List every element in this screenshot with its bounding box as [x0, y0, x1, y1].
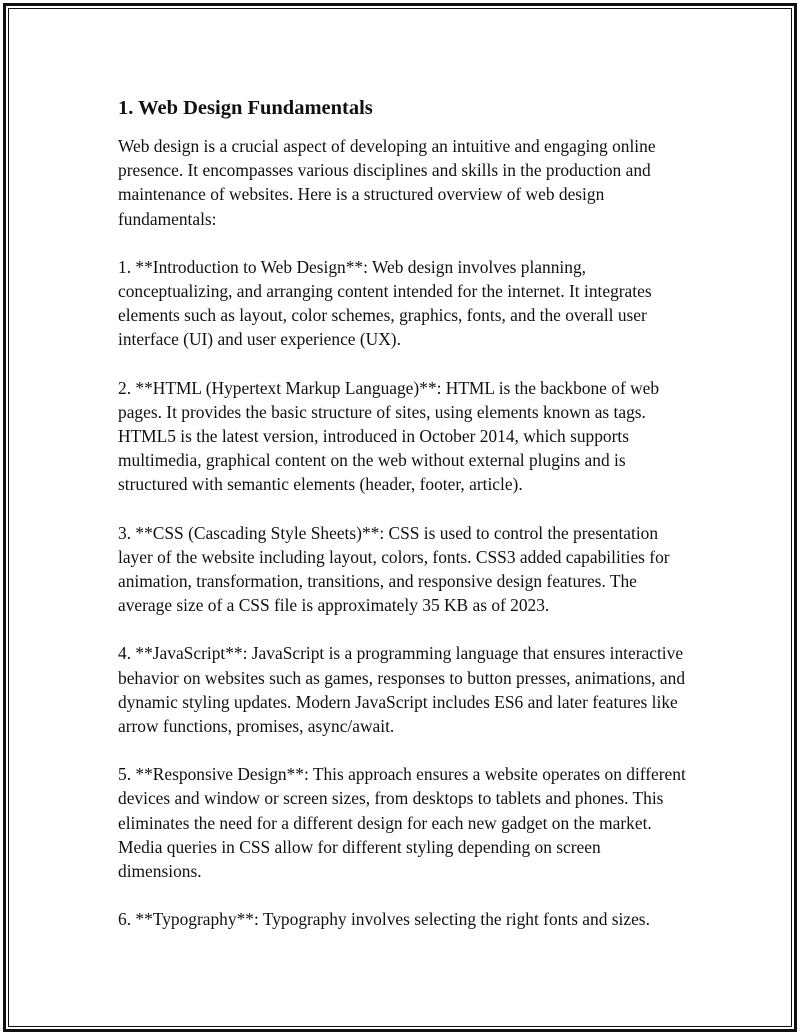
responsive-design-paragraph: 5. **Responsive Design**: This approach ensures a website operates on different devices and window or screen sizes, from desktops to tablets and phones. This eliminates the need for a different design for each new gadget on the market. Media queries in CSS allow for different styling depending on screen dimensions.	[118, 764, 686, 882]
section-title: 1. Web Design Fundamentals	[118, 97, 373, 119]
javascript-paragraph: 4. **JavaScript**: JavaScript is a programming language that ensures interactive behavior on websites such as games, responses to button presses, animations, and dynamic styling updates. Modern JavaScript includes ES6 and later features like arrow functions, promises, async/await.	[118, 643, 686, 737]
typography-paragraph: 6. **Typography**: Typography involves selecting the right fonts and sizes.	[118, 909, 650, 930]
web-design-introduction-paragraph: 1. **Introduction to Web Design**: Web design involves planning, conceptualizing, and arranging content intended for the internet. It integrates elements such as layout, color schemes, graphics, fonts, and the overall user interface (UI) and user experience (UX).	[118, 256, 652, 350]
document-content	[118, 95, 688, 931]
css-paragraph: 3. **CSS (Cascading Style Sheets)**: CSS is used to control the presentation layer of the website including layout, colors, fonts. CSS3 added capabilities for animation, transformation, transitions, and responsive design features. The average size of a CSS file is approximately 35 KB as of 2023.	[118, 522, 670, 616]
html-paragraph: 2. **HTML (Hypertext Markup Language)**: HTML is the backbone of web pages. It provides the basic structure of sites, using elements known as tags. HTML5 is the latest version, introduced in October 2014, which supports multimedia, graphical content on the web without external plugins and is structured with semantic elements (header, footer, article).	[118, 377, 660, 495]
document-page	[3, 3, 797, 1032]
intro-paragraph: Web design is a crucial aspect of developing an intuitive and engaging online presence. It encompasses various disciplines and skills in the production and maintenance of websites. Here is a structured overview of web design fundamentals:	[118, 136, 656, 229]
